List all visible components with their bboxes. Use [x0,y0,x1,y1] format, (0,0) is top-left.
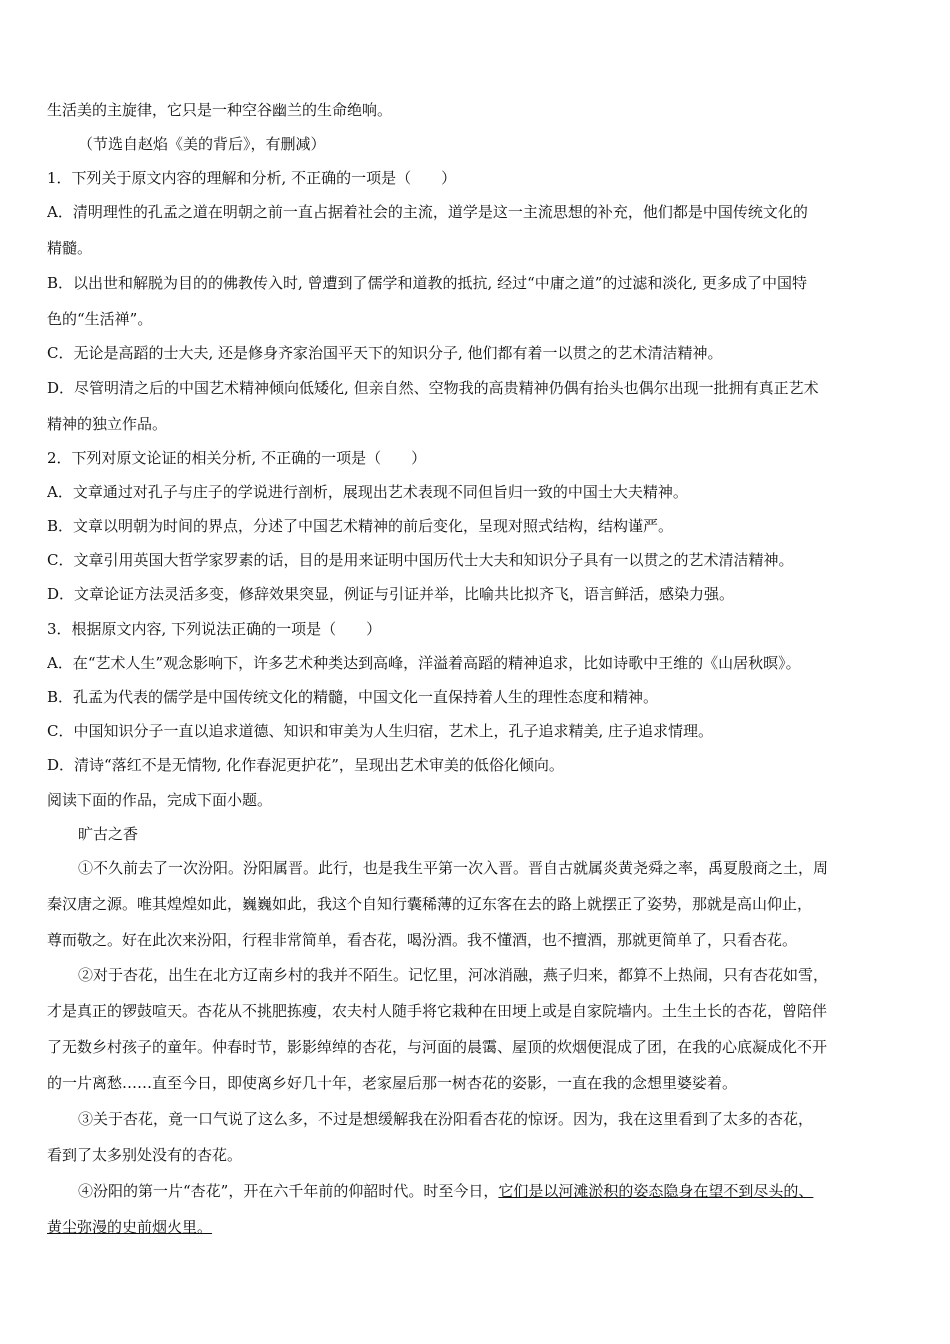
q3-option-c: C．中国知识分子一直以追求道德、知识和审美为人生归宿，艺术上，孔子追求精美, 庄子追求情理。 [47,722,714,740]
q1-option-b-cont: 色的“生活禅”。 [47,310,153,328]
paragraph-4-line-1 [78,1180,908,1202]
q3-option-a: A．在“艺术人生”观念影响下，许多艺术种类达到高峰，洋溢着高蹈的精神追求，比如诗歌中王维的《山居秋暝》。 [47,654,801,672]
question-3-stem: 3．根据原文内容, 下列说法正确的一项是（ ） [47,620,382,638]
q1-option-b: B．以出世和解脱为目的的佛教传入时, 曾遭到了儒学和道教的抵抗, 经过“中庸之道”的过滤和淡化, 更多成了中国特 [47,274,807,292]
paragraph-2-line-3: 了无数乡村孩子的童年。仲春时节，影影绰绰的杏花，与河面的晨霭、屋顶的炊烟便混成了团，在我的心底凝成化不开 [47,1038,828,1056]
q1-option-a-cont: 精髓。 [47,239,93,257]
paragraph-2-line-2: 才是真正的锣鼓喧天。杏花从不挑肥拣瘦，农夫村人随手将它栽种在田埂上或是自家院墙内。土生土长的杏花，曾陪伴 [47,1002,828,1020]
question-2-stem: 2．下列对原文论证的相关分析, 不正确的一项是（ ） [47,449,427,467]
paragraph-3-line-1: ③关于杏花，竟一口气说了这么多，不过是想缓解我在汾阳看杏花的惊讶。因为，我在这里看到了太多的杏花， [78,1110,814,1128]
passage-tail: 生活美的主旋律，它只是一种空谷幽兰的生命绝响。 [47,101,393,119]
q2-option-d: D．文章论证方法灵活多变，修辞效果突显，例证与引证并举，比喻共比拟齐飞，语言鲜活，感染力强。 [47,585,735,603]
paragraph-1-line-2: 秦汉唐之源。唯其煌煌如此，巍巍如此，我这个自知行囊稀薄的辽东客在去的路上就摆正了姿势，那就是高山仰止， [47,895,813,913]
paragraph-4-lead: ④汾阳的第一片“杏花”，开在六千年前的仰韶时代。时至今日， [78,1182,499,1200]
q3-option-d: D．清诗“落红不是无情物, 化作春泥更护花”，呈现出艺术审美的低俗化倾向。 [47,756,564,774]
passage-title: 旷古之香 [78,825,139,843]
q1-option-a: A．清明理性的孔孟之道在明朝之前一直占据着社会的主流，道学是这一主流思想的补充，他们都是中国传统文化的 [47,203,808,221]
paragraph-1-line-1: ①不久前去了一次汾阳。汾阳属晋。此行，也是我生平第一次入晋。晋自古就属炎黄尧舜之率，禹夏殷商之土，周 [78,859,829,877]
paragraph-2-line-4: 的一片离愁……直至今日，即使离乡好几十年，老家屋后那一树杏花的姿影，一直在我的念想里婆娑着。 [47,1074,738,1092]
q2-option-a: A．文章通过对孔子与庄子的学说进行剖析，展现出艺术表现不同但旨归一致的中国士大夫精神。 [47,483,688,501]
reading-instruction: 阅读下面的作品，完成下面小题。 [47,791,273,809]
passage-source: （节选自赵焰《美的背后》，有删减） [78,135,326,153]
paragraph-2-line-1: ②对于杏花，出生在北方辽南乡村的我并不陌生。记忆里，河冰消融，燕子归来，都算不上热闹，只有杏花如雪， [78,966,829,984]
paragraph-4-underlined-text: 它们是以河滩淤积的姿态隐身在望不到尽头的、 [498,1182,814,1200]
paragraph-1-line-3: 尊而敬之。好在此次来汾阳，行程非常简单，看杏花，喝汾酒。我不懂酒，也不擅酒，那就更简单了，只看杏花。 [47,931,798,949]
question-1-stem: 1．下列关于原文内容的理解和分析, 不正确的一项是（ ） [47,169,457,187]
q1-option-c: C．无论是高蹈的士大夫, 还是修身齐家治国平天下的知识分子, 他们都有着一以贯之的艺术清洁精神。 [47,344,723,362]
paragraph-4-underlined-text-cont: 黄尘弥漫的史前烟火里。 [47,1218,213,1236]
paragraph-3-line-2: 看到了太多别处没有的杏花。 [47,1146,243,1164]
q2-option-b: B．文章以明朝为时间的界点，分述了中国艺术精神的前后变化，呈现对照式结构，结构谨严。 [47,517,674,535]
q2-option-c: C．文章引用英国大哲学家罗素的话，目的是用来证明中国历代士大夫和知识分子具有一以贯之的艺术清洁精神。 [47,551,794,569]
paragraph-4-line-2 [47,1216,907,1238]
q1-option-d-cont: 精神的独立作品。 [47,415,168,433]
q1-option-d: D．尽管明清之后的中国艺术精神倾向低矮化, 但亲自然、空物我的高贵精神仍偶有抬头也偶尔出现一批拥有真正艺术 [47,379,819,397]
q3-option-b: B．孔孟为代表的儒学是中国传统文化的精髓，中国文化一直保持着人生的理性态度和精神。 [47,688,659,706]
